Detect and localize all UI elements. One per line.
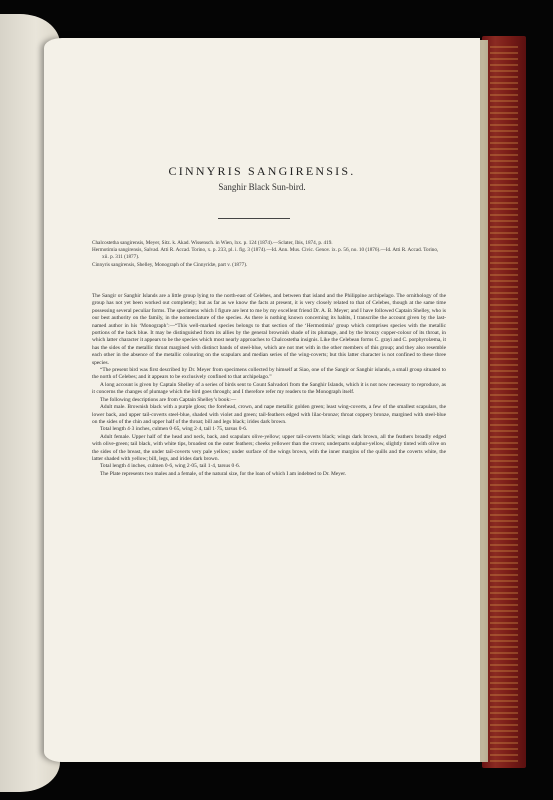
paragraph: Total length 4 inches, culmen 0·6, wing 2·05, tail 1·4, tarsus 0·6. [100, 463, 241, 470]
paragraph: The following descriptions are from Captain Shelley’s book:— [100, 396, 237, 403]
paragraph: Total length 4·3 inches, culmen 0·65, wing 2·4, tail 1·75, tarsus 0·6. [100, 426, 248, 433]
paragraph: “The present bird was first described by Dr. Meyer from specimens collected by himself at Siao, one of the Sangir or Sanghir islands, a small group situated to the north of Celebes; and it appears to be exclusively confined to that archipelago.” [92, 367, 446, 381]
reference-entry: Chalcostetha sangirensis, Meyer, Sitz. k. Akad. Wissensch. in Wien, lxx. p. 124 (1874).—Sclater, Ibis, 1874, p. 419. [92, 240, 333, 246]
plate-title: CINNYRIS SANGIRENSIS. [168, 164, 356, 178]
body-text [92, 293, 446, 478]
synonymy-references [92, 240, 442, 269]
title-divider [218, 218, 290, 219]
paragraph: Adult male. Brownish black with a purple gloss; the forehead, crown, and nape metallic golden green; least wing-coverts, a few of the smallest scapulars, the lower back, and upper tail-coverts steel-blue, shaded with violet and green; tail-feathers edged with lilac-bronze; throat coppery bronze, margined with steel-blue on the sides of the chin and upper half of the throat; bill and legs black; irides dark brown. [92, 404, 446, 425]
book-page [44, 38, 480, 762]
plate-subtitle: Sanghir Black Sun-bird. [218, 182, 306, 192]
paragraph: The Sangir or Sanghir Islands are a little group lying to the north-east of Celebes, and between that island and the Philippine archipelago. The ornithology of the group has not yet been worked out completely; but as far as we know the facts at present, it is very closely related to that of Celebes, though at the same time possessing several peculiar forms. The specimens which I figure are lent to me by my excellent friend Dr. A. B. Meyer; and I have followed Captain Shelley, who is our best authority on the family, in the nomenclature of the species. As there is nothing known concerning its habits, I transcribe the account given by the last-named author in his ‘Monograph’:—“This well-marked species belongs to that section of the ‘Hermotimia’ group which comprises species with the metallic portions of the back blue. It may be distinguished from its allies by the general brownish shade of its plumage, and by the bronzy copper-colour of its throat, in which latter character it appears to be the species which most nearly approaches to Chalcostetha insignis. Like the Celebean forms C. grayi and C. porphyrolæma, it has the sides of the metallic throat margined with distinct bands of steel-blue, which are not met with in the other members of this group; and they also resemble each other in the absence of the metallic colouring on the scapulars and median series of the wing-coverts; but this latter character is not confined to these three species. [92, 293, 446, 366]
book-cover-edge [482, 36, 526, 768]
paragraph: Adult female. Upper half of the head and neck, back, and scapulars olive-yellow; upper tail-coverts black; wings dark brown, all the feathers broadly edged with olive-green; tail black, with white tips, broadest on the outer feathers; cheeks yellower than the crown; underparts sulphur-yellow, slightly tinted with olive on the sides of the breast, the under tail-coverts very pale yellow; under surface of the wings brown, with the inner margins of the quills and the coverts white, the latter shaded with yellow; bill, legs, and irides dark brown. [92, 433, 446, 462]
paragraph: A long account is given by Captain Shelley of a series of birds sent to Count Salvadori from the Sanghir Islands, which it is not now necessary to reproduce, as it concerns the changes of plumage which the bird goes through; and I therefore refer my readers to the Monograph itself. [92, 381, 446, 396]
reference-entry: Hermotimia sangirensis, Salvad. Atti R. Accad. Torino, x. p. 233, pl. i. fig. 3 (1874).—Id. Ann. Mus. Civic. Genov. ix. p. 56, no. 10 (1876).—Id. Atti R. Accad. Torino, xii. p. 311 (1877). [92, 247, 439, 261]
reference-entry: Cinnyris sangirensis, Shelley, Monograph of the Cinnyridæ, part v. (1877). [92, 261, 248, 268]
paragraph: The Plate represents two males and a female, of the natural size, for the loan of which I am indebted to Dr. Meyer. [100, 470, 347, 477]
